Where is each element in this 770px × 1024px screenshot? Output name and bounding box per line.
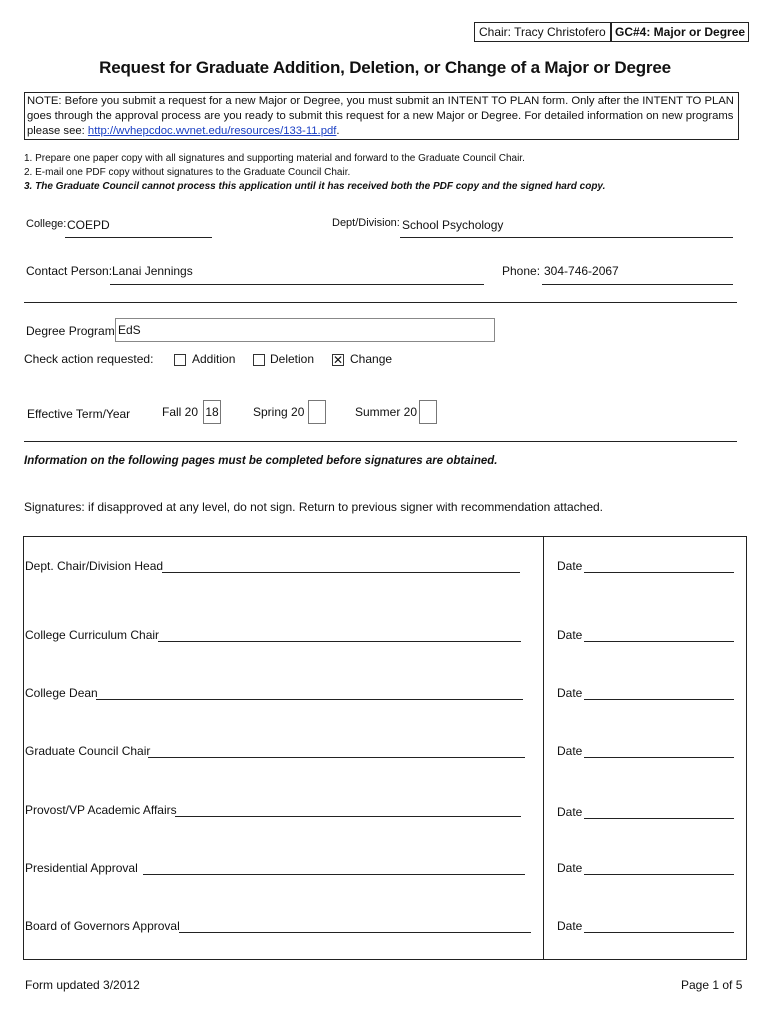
deletion-label: Deletion <box>270 352 315 366</box>
sig-date-label: Date <box>557 861 583 875</box>
note-after: . <box>336 125 340 137</box>
sig-row-dept-chair <box>25 559 163 573</box>
summer-year-input[interactable] <box>419 400 437 424</box>
sig-date-line[interactable] <box>584 874 734 875</box>
fall-label: Fall 20 <box>162 405 199 419</box>
sig-date-line[interactable] <box>584 699 734 700</box>
sig-date-label: Date <box>557 559 583 573</box>
sig-date-line[interactable] <box>584 641 734 642</box>
sig-date-line[interactable] <box>584 932 734 933</box>
phone-value[interactable]: 304-746-2067 <box>544 264 619 278</box>
college-label: College: <box>26 218 67 230</box>
spring-year-input[interactable] <box>308 400 326 424</box>
sig-line[interactable] <box>143 874 525 875</box>
sig-line[interactable] <box>175 816 521 817</box>
phone-label: Phone: <box>502 264 541 278</box>
sig-date-line[interactable] <box>584 572 734 573</box>
sig-line[interactable] <box>148 757 525 758</box>
sig-label: Graduate Council Chair <box>25 744 151 758</box>
sig-line[interactable] <box>179 932 531 933</box>
step-1: 1. Prepare one paper copy with all signatures and supporting material and forward to the Graduate Council Chair. <box>24 153 525 164</box>
contact-label: Contact Person: <box>26 264 113 278</box>
sig-label: Presidential Approval <box>25 861 138 875</box>
sig-date-label: Date <box>557 686 583 700</box>
sig-label: College Curriculum Chair <box>25 628 160 642</box>
dept-underline <box>400 237 733 238</box>
divider-2 <box>24 441 737 442</box>
step-3: 3. The Graduate Council cannot process this application until it has received both the PDF copy and the signed hard copy. <box>24 181 606 192</box>
action-label: Check action requested: <box>24 352 154 366</box>
sig-row-curriculum-chair <box>25 628 159 642</box>
sig-line[interactable] <box>96 699 523 700</box>
sig-date-line[interactable] <box>584 757 734 758</box>
sig-date-label: Date <box>557 744 583 758</box>
signature-table-divider <box>543 536 544 960</box>
sig-date-label: Date <box>557 919 583 933</box>
sig-row-presidential <box>25 861 138 875</box>
sig-row-grad-council-chair <box>25 744 150 758</box>
spring-label: Spring 20 <box>253 405 305 419</box>
info-text: Information on the following pages must be completed before signatures are obtained. <box>24 455 498 467</box>
sig-label: College Dean <box>25 686 98 700</box>
sig-row-college-dean <box>25 686 98 700</box>
change-label: Change <box>350 352 393 366</box>
sig-label: Provost/VP Academic Affairs <box>25 803 177 817</box>
term-label: Effective Term/Year <box>27 407 131 421</box>
deletion-checkbox[interactable] <box>253 354 265 366</box>
steps-list <box>24 152 605 194</box>
note-text: NOTE: Before you submit a request for a new Major or Degree, you must submit an INTENT TO PLAN form. Only after the INTENT TO PLAN goes through the approval process are you ready to submit this request for a new Major or Degree. For detailed information on new programs please see: <box>27 95 734 137</box>
summer-label: Summer 20 <box>355 405 418 419</box>
sig-date-label: Date <box>557 628 583 642</box>
page-title: Request for Graduate Addition, Deletion, or Change of a Major or Degree <box>99 58 671 77</box>
sig-line[interactable] <box>162 572 520 573</box>
college-underline <box>65 237 212 238</box>
sig-row-provost <box>25 803 177 817</box>
dept-value[interactable]: School Psychology <box>402 218 504 232</box>
addition-label: Addition <box>192 352 236 366</box>
sig-row-board <box>25 919 180 933</box>
signatures-instructions: Signatures: if disapproved at any level, do not sign. Return to previous signer with recommendation attached. <box>24 500 603 514</box>
form-updated-label: Form updated 3/2012 <box>25 978 140 992</box>
contact-underline <box>110 284 484 285</box>
degree-label: Degree Program <box>26 324 115 338</box>
college-value[interactable]: COEPD <box>67 218 110 232</box>
sig-label: Board of Governors Approval <box>25 919 180 933</box>
sig-date-line[interactable] <box>584 818 734 819</box>
contact-value[interactable]: Lanai Jennings <box>112 264 193 278</box>
addition-checkbox[interactable] <box>174 354 186 366</box>
change-checkbox[interactable]: ✕ <box>333 353 344 367</box>
resources-link[interactable]: http://wvhepcdoc.wvnet.edu/resources/133-11.pdf <box>87 125 337 137</box>
note-box <box>24 92 739 140</box>
sig-date-label: Date <box>557 805 583 819</box>
sig-label: Dept. Chair/Division Head <box>25 559 164 573</box>
fall-year-input[interactable]: 18 <box>203 400 221 424</box>
sig-line[interactable] <box>158 641 521 642</box>
phone-underline <box>542 284 733 285</box>
divider-1 <box>24 302 737 303</box>
dept-label: Dept/Division: <box>332 217 400 229</box>
step-2: 2. E-mail one PDF copy without signatures to the Graduate Council Chair. <box>24 167 351 178</box>
form-code-label: GC#4: Major or Degree <box>611 22 749 42</box>
chair-label: Chair: Tracy Christofero <box>474 22 611 42</box>
page-number: Page 1 of 5 <box>681 978 743 992</box>
degree-input[interactable]: EdS <box>115 318 495 342</box>
